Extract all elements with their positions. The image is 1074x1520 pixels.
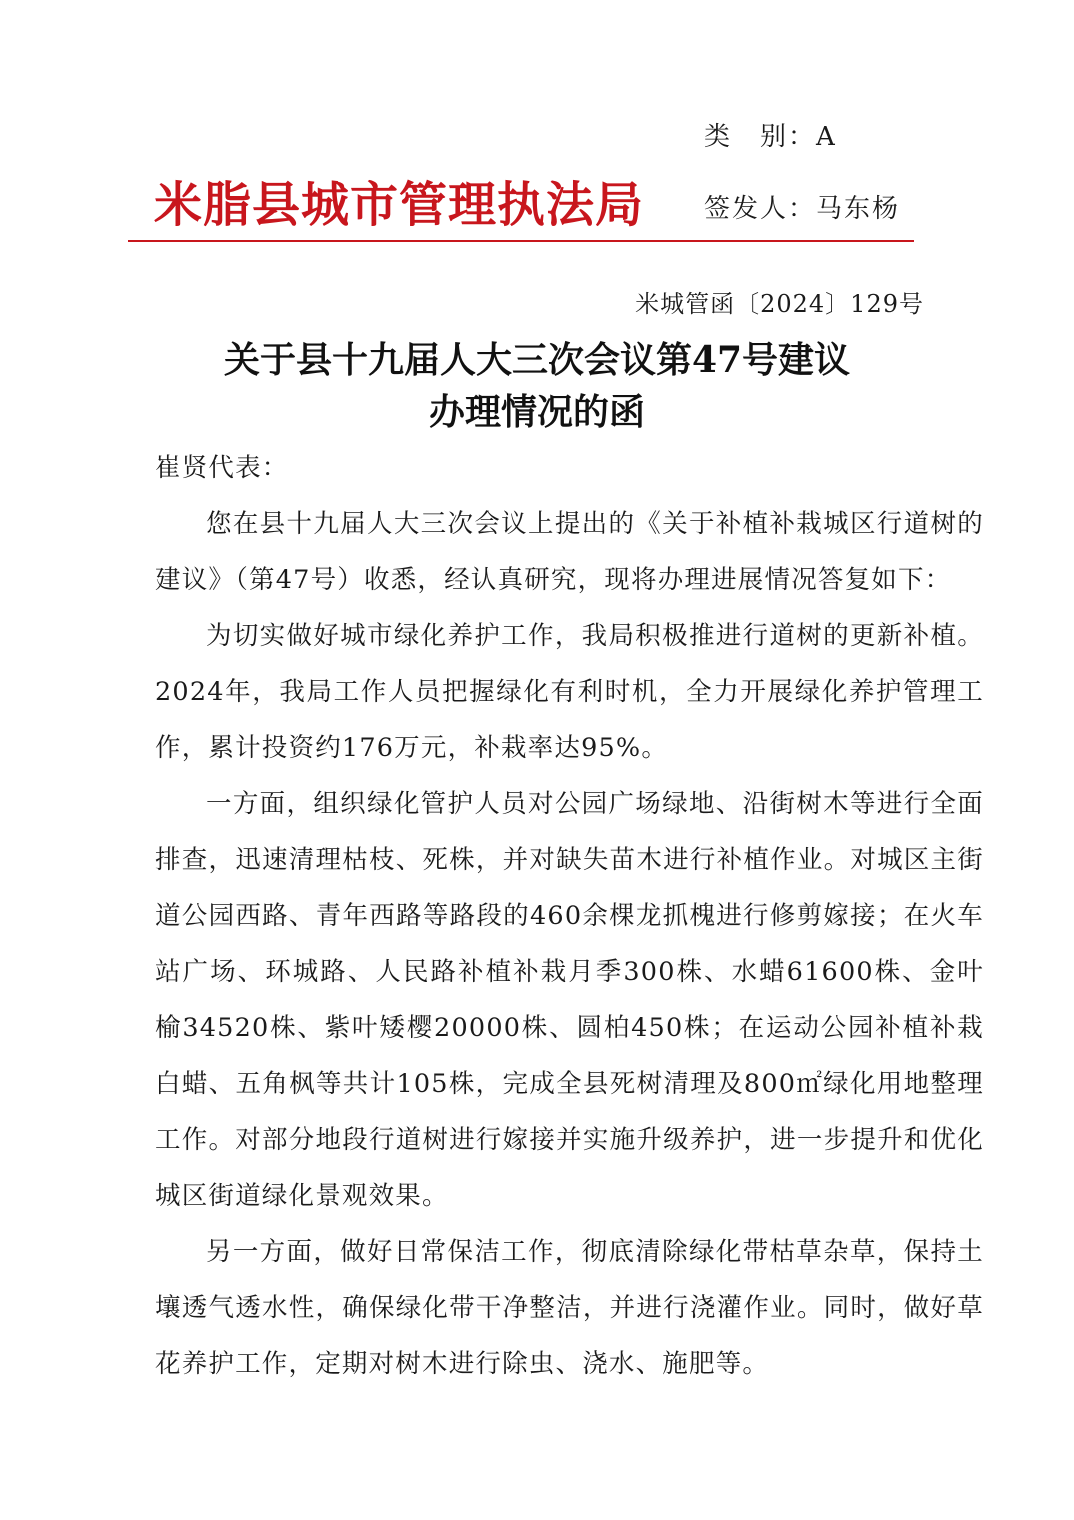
category-label: 类 别：A bbox=[704, 122, 837, 152]
document-title-line-1: 关于县十九届人大三次会议第47号建议 bbox=[223, 339, 851, 381]
document-title-line-2: 办理情况的函 bbox=[428, 391, 645, 433]
paragraph: 一方面，组织绿化管护人员对公园广场绿地、沿街树木等进行全面排查，迅速清理枯枝、死株，并对缺失苗木进行补植作业。对城区主街道公园西路、青年西路等路段的460余棵龙抓槐进行修剪嫁接；在火车站广场、环城路、人民路补植补栽月季300株、水蜡61600株、金叶榆34520株、紫叶矮樱20000株、圆柏450株；在运动公园补植补栽白蜡、五角枫等共计105株，完成全县死树清理及800㎡绿化用地整理工作。对部分地段行道树进行嫁接并实施升级养护，进一步提升和优化城区街道绿化景观效果。 bbox=[155, 789, 984, 1211]
letter-body bbox=[155, 440, 984, 1392]
signer-label: 签发人：马东杨 bbox=[704, 194, 901, 224]
paragraph: 为切实做好城市绿化养护工作，我局积极推进行道树的更新补植。2024年，我局工作人员把握绿化有利时机，全力开展绿化养护管理工作，累计投资约176万元，补栽率达95%。 bbox=[155, 621, 984, 763]
document-number: 米城管函〔2024〕129号 bbox=[635, 290, 924, 318]
agency-name: 米脂县城市管理执法局 bbox=[154, 177, 645, 233]
salutation: 崔贤代表： bbox=[155, 453, 289, 483]
paragraph: 您在县十九届人大三次会议上提出的《关于补植补栽城区行道树的建议》（第47号）收悉，经认真研究，现将办理进展情况答复如下： bbox=[155, 509, 984, 595]
red-divider-line bbox=[128, 240, 914, 242]
paragraph: 另一方面，做好日常保洁工作，彻底清除绿化带枯草杂草，保持土壤透气透水性，确保绿化带干净整洁，并进行浇灌作业。同时，做好草花养护工作，定期对树木进行除虫、浇水、施肥等。 bbox=[155, 1237, 984, 1379]
